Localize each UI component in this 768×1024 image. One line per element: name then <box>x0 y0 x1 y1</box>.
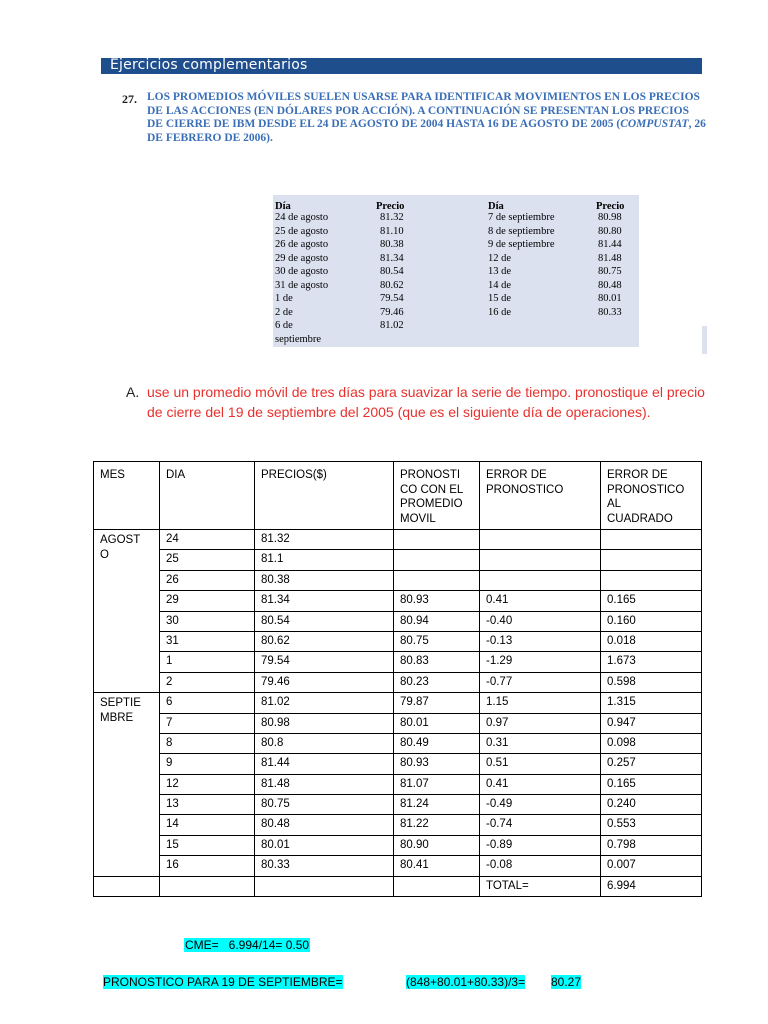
squared-error-cell: 0.240 <box>601 795 702 815</box>
price-day: 30 de agosto <box>275 266 329 277</box>
day-cell: 24 <box>160 530 255 550</box>
table-row <box>94 611 702 631</box>
day-cell: 31 <box>160 631 255 651</box>
table-row <box>94 652 702 672</box>
price-value: 80.01 <box>598 293 622 304</box>
forecast-formula: (848+80.01+80.33)/3= <box>406 975 526 989</box>
price-day: 24 de agosto <box>275 212 329 223</box>
price-day: 12 de <box>488 252 512 264</box>
question-text <box>147 91 707 145</box>
table-row <box>94 795 702 815</box>
squared-error-cell <box>601 530 702 550</box>
price-day: 15 de <box>488 293 512 304</box>
price-cell: 80.38 <box>255 570 394 590</box>
error-cell <box>480 570 601 590</box>
squared-error-cell: 0.098 <box>601 733 702 753</box>
error-cell: -0.49 <box>480 795 601 815</box>
squared-error-cell: 1.673 <box>601 652 702 672</box>
price-day: 6 de <box>275 320 293 331</box>
table-row <box>94 733 702 753</box>
error-cell: -0.08 <box>480 856 601 876</box>
month-cell: AGOST O <box>94 530 160 693</box>
price-value: 79.54 <box>380 293 404 304</box>
error-cell: 1.15 <box>480 693 601 713</box>
price-cell: 80.48 <box>255 815 394 835</box>
forecast-cell: 80.75 <box>394 631 480 651</box>
column-header: PRONOSTI CO CON EL PROMEDIO MOVIL <box>394 462 480 530</box>
day-cell: 25 <box>160 550 255 570</box>
price-value: 81.10 <box>380 225 404 237</box>
price-value: 81.48 <box>598 252 622 264</box>
price-cell: 81.1 <box>255 550 394 570</box>
squared-error-cell: 0.257 <box>601 754 702 774</box>
error-cell: 0.51 <box>480 754 601 774</box>
instruction-letter: A. <box>126 384 140 400</box>
table-row <box>94 835 702 855</box>
price-cell: 80.98 <box>255 713 394 733</box>
price-day: 26 de agosto <box>275 239 329 250</box>
table-row <box>94 693 702 713</box>
forecast-cell: 80.93 <box>394 754 480 774</box>
empty-cell <box>255 876 394 896</box>
error-cell: 0.31 <box>480 733 601 753</box>
table-row <box>94 550 702 570</box>
forecast-cell: 80.94 <box>394 611 480 631</box>
day-header: Día <box>488 201 504 212</box>
price-value: 80.98 <box>598 212 622 223</box>
squared-error-cell <box>601 550 702 570</box>
squared-error-cell: 0.007 <box>601 856 702 876</box>
price-cell: 80.62 <box>255 631 394 651</box>
price-value: 81.32 <box>380 212 404 223</box>
empty-cell <box>94 876 160 896</box>
empty-cell <box>394 876 480 896</box>
error-cell: -0.40 <box>480 611 601 631</box>
section-title-bar <box>101 58 702 74</box>
table-row <box>94 591 702 611</box>
squared-error-cell: 0.160 <box>601 611 702 631</box>
margin-marker <box>702 326 707 354</box>
price-value: 81.34 <box>380 252 404 264</box>
price-value: 80.33 <box>598 306 622 318</box>
price-left-prices <box>376 195 404 333</box>
price-day: 25 de agosto <box>275 225 329 237</box>
price-value: 81.44 <box>598 239 622 250</box>
day-cell: 7 <box>160 713 255 733</box>
price-left-days <box>275 195 328 346</box>
day-cell: 9 <box>160 754 255 774</box>
error-cell: -0.89 <box>480 835 601 855</box>
squared-error-cell: 1.315 <box>601 693 702 713</box>
table-row <box>94 815 702 835</box>
squared-error-cell: 0.165 <box>601 591 702 611</box>
squared-error-cell: 0.947 <box>601 713 702 733</box>
price-right-days <box>488 195 554 319</box>
forecast-cell: 81.24 <box>394 795 480 815</box>
month-cell: SEPTIE MBRE <box>94 693 160 877</box>
table-row <box>94 631 702 651</box>
day-cell: 6 <box>160 693 255 713</box>
table-row <box>94 774 702 794</box>
squared-error-cell: 0.018 <box>601 631 702 651</box>
error-cell: 0.41 <box>480 774 601 794</box>
forecast-label: PRONOSTICO PARA 19 DE SEPTIEMBRE= <box>103 975 343 989</box>
price-day: 7 de septiembre <box>488 212 555 223</box>
total-value: 6.994 <box>601 876 702 896</box>
price-day: 8 de septiembre <box>488 225 555 237</box>
day-cell: 15 <box>160 835 255 855</box>
question-source: COMPUSTAT <box>620 118 689 130</box>
column-header: PRECIOS($) <box>255 462 394 530</box>
day-cell: 13 <box>160 795 255 815</box>
forecast-cell <box>394 550 480 570</box>
forecast-cell: 80.83 <box>394 652 480 672</box>
price-cell: 81.32 <box>255 530 394 550</box>
forecast-cell: 80.23 <box>394 672 480 692</box>
table-row <box>94 754 702 774</box>
price-day: 13 de <box>488 266 512 277</box>
error-cell: -0.74 <box>480 815 601 835</box>
price-cell: 80.54 <box>255 611 394 631</box>
price-cell: 79.46 <box>255 672 394 692</box>
forecast-value: 80.27 <box>551 975 582 989</box>
price-cell: 80.33 <box>255 856 394 876</box>
price-day: 9 de septiembre <box>488 239 555 250</box>
price-cell: 81.34 <box>255 591 394 611</box>
forecast-cell: 80.49 <box>394 733 480 753</box>
instruction-text: use un promedio móvil de tres días para suavizar la serie de tiempo. pronostique el precio de cierre del 19 de septiembre del 2005 (que es el siguiente día de operaciones). <box>147 384 705 420</box>
error-cell: -0.77 <box>480 672 601 692</box>
price-value: 80.48 <box>598 279 622 291</box>
moving-average-table <box>93 461 702 897</box>
error-cell: -0.13 <box>480 631 601 651</box>
price-day: 1 de <box>275 293 293 304</box>
price-right-prices <box>596 195 624 319</box>
forecast-cell: 80.93 <box>394 591 480 611</box>
total-label: TOTAL= <box>480 876 601 896</box>
table-row <box>94 672 702 692</box>
table-total-row <box>94 876 702 896</box>
day-cell: 30 <box>160 611 255 631</box>
price-cell: 80.01 <box>255 835 394 855</box>
price-cell: 81.48 <box>255 774 394 794</box>
day-cell: 8 <box>160 733 255 753</box>
price-day: 29 de agosto <box>275 252 329 264</box>
price-day: 2 de <box>275 306 293 318</box>
price-header: Precio <box>596 201 625 212</box>
error-cell <box>480 530 601 550</box>
price-value: 80.75 <box>598 266 622 277</box>
squared-error-cell: 0.598 <box>601 672 702 692</box>
table-header-row <box>94 462 702 530</box>
table-row <box>94 570 702 590</box>
squared-error-cell: 0.553 <box>601 815 702 835</box>
price-cell: 81.44 <box>255 754 394 774</box>
column-header: ERROR DE PRONOSTICO AL CUADRADO <box>601 462 702 530</box>
day-cell: 29 <box>160 591 255 611</box>
table-row <box>94 713 702 733</box>
error-cell: 0.41 <box>480 591 601 611</box>
day-cell: 12 <box>160 774 255 794</box>
cme-result: CME= 6.994/14= 0.50 <box>185 938 310 952</box>
price-header: Precio <box>376 201 405 212</box>
table-row <box>94 530 702 550</box>
forecast-cell: 81.22 <box>394 815 480 835</box>
question-text-main: LOS PROMEDIOS MÓVILES SUELEN USARSE PARA IDENTIFICAR MOVIMIENTOS EN LOS PRECIOS DE LAS ACCIONES (EN DÓLARES POR ACCIÓN). A CONTINUACIÓN SE PRESENTAN LOS PRECIOS DE CIERRE DE IBM DESDE EL 24 DE AGOSTO DE 2004 HASTA 16 DE AGOSTO DE 2005 ( <box>147 91 700 130</box>
column-header: MES <box>94 462 160 530</box>
error-cell: 0.97 <box>480 713 601 733</box>
squared-error-cell: 0.165 <box>601 774 702 794</box>
error-cell <box>480 550 601 570</box>
forecast-cell: 81.07 <box>394 774 480 794</box>
column-header: ERROR DE PRONOSTICO <box>480 462 601 530</box>
price-value: 80.62 <box>380 279 404 291</box>
price-day: 16 de <box>488 306 512 318</box>
price-value: 80.38 <box>380 239 404 250</box>
forecast-cell <box>394 570 480 590</box>
day-cell: 2 <box>160 672 255 692</box>
price-day: septiembre <box>275 333 322 345</box>
squared-error-cell <box>601 570 702 590</box>
forecast-cell <box>394 530 480 550</box>
forecast-cell: 80.41 <box>394 856 480 876</box>
forecast-cell: 79.87 <box>394 693 480 713</box>
price-list-box <box>273 195 639 347</box>
section-title: Ejercicios complementarios <box>110 57 308 73</box>
squared-error-cell: 0.798 <box>601 835 702 855</box>
question-text-end: , 26 DE FEBRERO DE 2006). <box>147 118 706 144</box>
day-cell: 26 <box>160 570 255 590</box>
column-header: DIA <box>160 462 255 530</box>
day-cell: 16 <box>160 856 255 876</box>
table-row <box>94 856 702 876</box>
question-number: 27. <box>122 92 137 106</box>
empty-cell <box>160 876 255 896</box>
price-value: 79.46 <box>380 306 404 318</box>
price-value: 80.54 <box>380 266 404 277</box>
day-cell: 14 <box>160 815 255 835</box>
price-cell: 81.02 <box>255 693 394 713</box>
day-header: Día <box>275 201 291 212</box>
price-day: 31 de agosto <box>275 279 329 291</box>
price-value: 81.02 <box>380 320 404 331</box>
price-cell: 80.8 <box>255 733 394 753</box>
forecast-cell: 80.90 <box>394 835 480 855</box>
price-value: 80.80 <box>598 225 622 237</box>
price-cell: 80.75 <box>255 795 394 815</box>
error-cell: -1.29 <box>480 652 601 672</box>
forecast-cell: 80.01 <box>394 713 480 733</box>
price-day: 14 de <box>488 279 512 291</box>
price-cell: 79.54 <box>255 652 394 672</box>
day-cell: 1 <box>160 652 255 672</box>
